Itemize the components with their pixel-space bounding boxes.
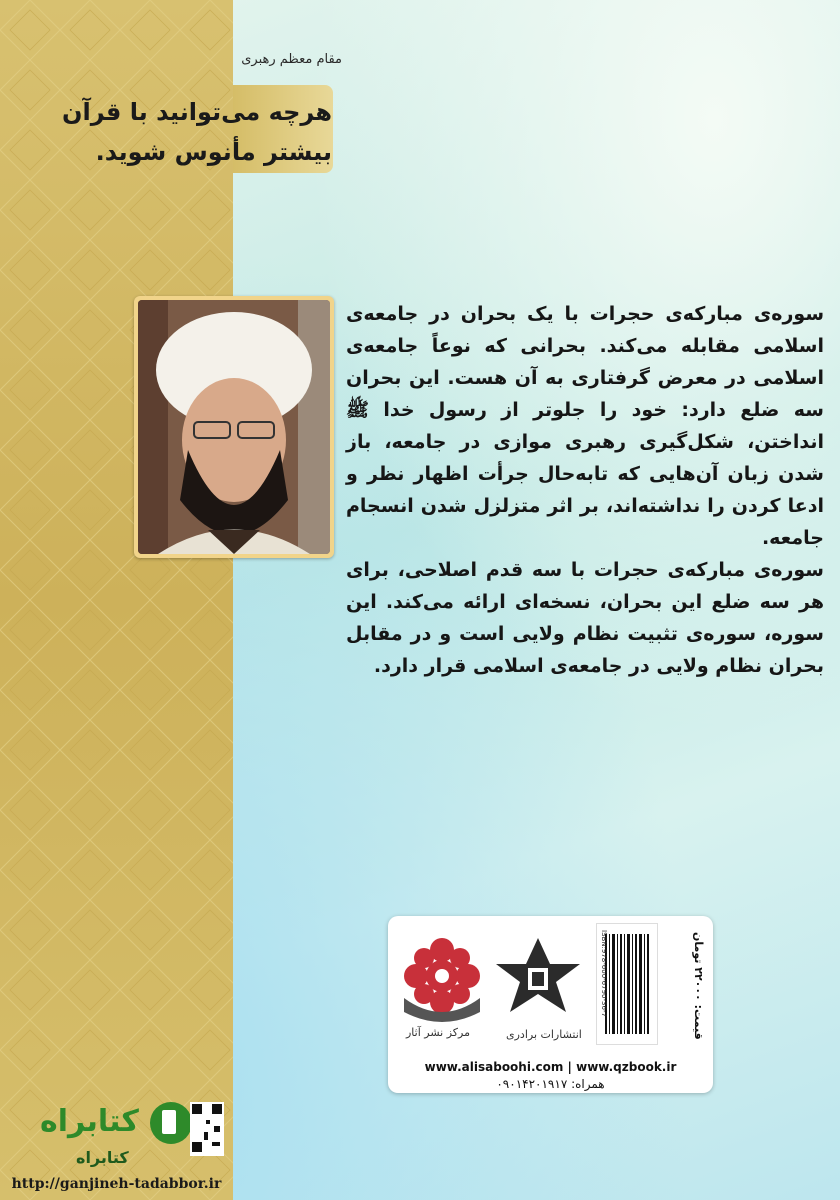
websites-line[interactable]: www.alisaboohi.com | www.qzbook.ir <box>424 1060 677 1074</box>
author-photo-frame <box>134 296 334 558</box>
phone-line: همراه: ۰۹۰۱۴۲۰۱۹۱۷ <box>496 1077 605 1091</box>
publisher-logo-1-label: انتشارات برادری <box>506 1028 582 1041</box>
ketabrah-logo-icon <box>148 1100 194 1146</box>
quote-line-2: بیشتر مأنوس شوید. <box>95 138 332 166</box>
ketabrah-brand-small: کتابراه <box>76 1148 129 1167</box>
isbn-text: ISBN:978-600-6790-36-7 <box>600 930 608 1017</box>
body-paragraph-2: سوره‌ی مبارکه‌ی حجرات با سه قدم اصلاحی، برای هر سه ضلع این بحران، نسخه‌ای ارائه می‌کند. این سوره، سوره‌ی تثبیت نظام ولایی است و در مقابل بحران نظام ولایی در جامعه‌ی اسلامی قرار دارد. <box>346 559 824 677</box>
author-portrait-illustration <box>138 300 330 554</box>
quote-attribution: مقام معظم رهبری <box>241 52 342 67</box>
geometric-pattern <box>0 0 233 1200</box>
back-cover-body <box>346 298 824 682</box>
quote-text <box>0 92 332 172</box>
body-paragraph-1: سوره‌ی مبارکه‌ی حجرات با یک بحران در جامعه‌ی اسلامی مقابله می‌کند. بحرانی که نوعاً جامعه‌ی اسلامی در معرض گرفتاری به آن هست. این بحران سه ضلع دارد: خود را جلوتر از رسول خدا ﷺ انداختن، شکل‌گیری رهبری موازی در جامعه، باز شدن زبان آن‌هایی که تابه‌حال جرأت اظهار نظر و ادعا کردن را نداشته‌اند، بر اثر متزلزل شدن انسجام جامعه. <box>346 303 824 549</box>
price-text: قیمت: ۲۲۰۰۰ تومان <box>692 932 705 1040</box>
qr-code-icon <box>190 1102 224 1156</box>
publisher-logo-2-label: مرکز نشر آثار <box>406 1026 470 1039</box>
publisher-logo-flower-icon <box>394 928 490 1024</box>
publisher-logo-star-icon <box>492 934 584 1026</box>
gold-pattern-band <box>0 0 233 1200</box>
ketabrah-brand: کتابراه <box>40 1104 139 1139</box>
author-photo <box>138 300 330 554</box>
site-url[interactable]: http://ganjineh-tadabbor.ir <box>11 1176 222 1192</box>
quote-line-1: هرچه می‌توانید با قرآن <box>62 98 332 126</box>
